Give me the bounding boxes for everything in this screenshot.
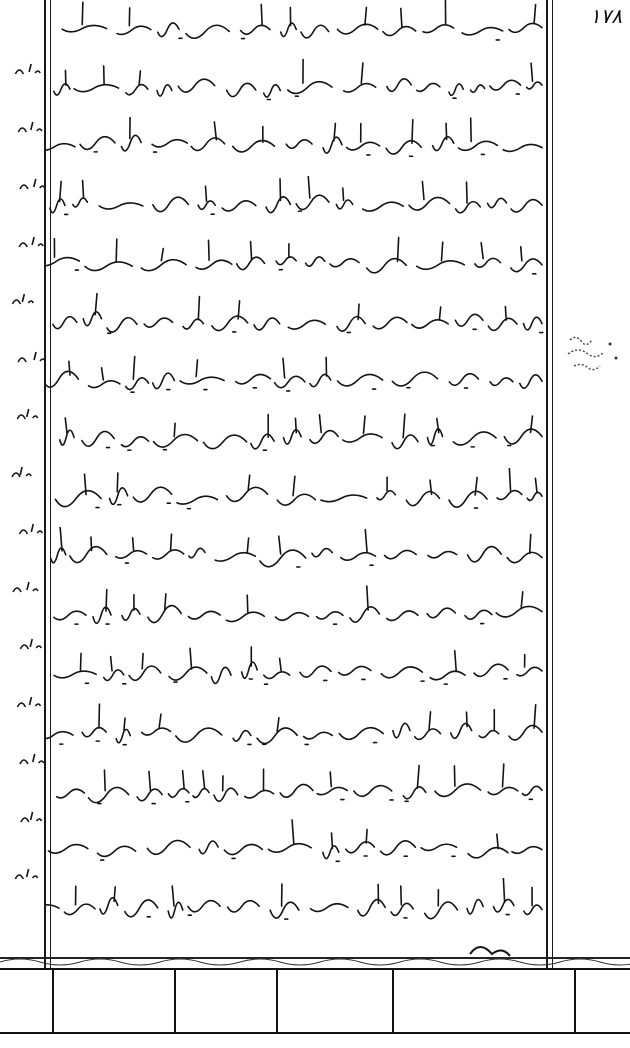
margin-numeral-mark bbox=[2, 748, 44, 772]
manuscript-line bbox=[46, 176, 546, 226]
manuscript-line bbox=[46, 585, 546, 635]
margin-numeral-mark bbox=[2, 173, 44, 197]
manuscript-line bbox=[46, 644, 546, 694]
margin-numeral-mark bbox=[2, 58, 44, 82]
right-margin-rule bbox=[546, 0, 548, 968]
margin-numeral-mark bbox=[2, 116, 44, 140]
manuscript-line bbox=[46, 293, 546, 343]
margin-numeral-mark bbox=[2, 231, 44, 255]
margin-numeral-mark bbox=[2, 518, 44, 542]
margin-numeral-mark bbox=[2, 346, 44, 370]
manuscript-line bbox=[46, 234, 546, 284]
manuscript-line bbox=[46, 878, 546, 928]
manuscript-line bbox=[46, 527, 546, 577]
margin-numeral-mark bbox=[2, 403, 44, 427]
page-bottom-fringe bbox=[0, 940, 630, 970]
margin-numeral-mark bbox=[2, 633, 44, 657]
margin-numeral-mark bbox=[2, 806, 44, 830]
bottom-cell bbox=[278, 970, 394, 1034]
manuscript-line bbox=[46, 468, 546, 518]
margin-numeral-mark bbox=[2, 863, 44, 887]
bottom-cell bbox=[0, 970, 54, 1034]
margin-numeral-mark bbox=[2, 691, 44, 715]
bottom-cell bbox=[394, 970, 576, 1034]
manuscript-line bbox=[46, 351, 546, 401]
manuscript-line bbox=[46, 819, 546, 869]
page-number: ۱۷۸ bbox=[589, 4, 622, 28]
manuscript-line bbox=[46, 702, 546, 752]
manuscript-line bbox=[46, 761, 546, 811]
margin-numeral-mark bbox=[2, 288, 44, 312]
margin-numeral-mark bbox=[2, 576, 44, 600]
manuscript-line bbox=[46, 59, 546, 109]
margin-numeral-mark bbox=[2, 461, 44, 485]
marginal-note-stamp bbox=[560, 330, 626, 378]
bottom-cell bbox=[176, 970, 278, 1034]
bottom-table-strip bbox=[0, 968, 630, 1034]
manuscript-line bbox=[46, 410, 546, 460]
right-margin-rule-inner bbox=[552, 0, 553, 968]
manuscript-line bbox=[46, 117, 546, 167]
bottom-cell bbox=[54, 970, 176, 1034]
bottom-cell bbox=[576, 970, 616, 1034]
manuscript-line bbox=[46, 0, 546, 50]
